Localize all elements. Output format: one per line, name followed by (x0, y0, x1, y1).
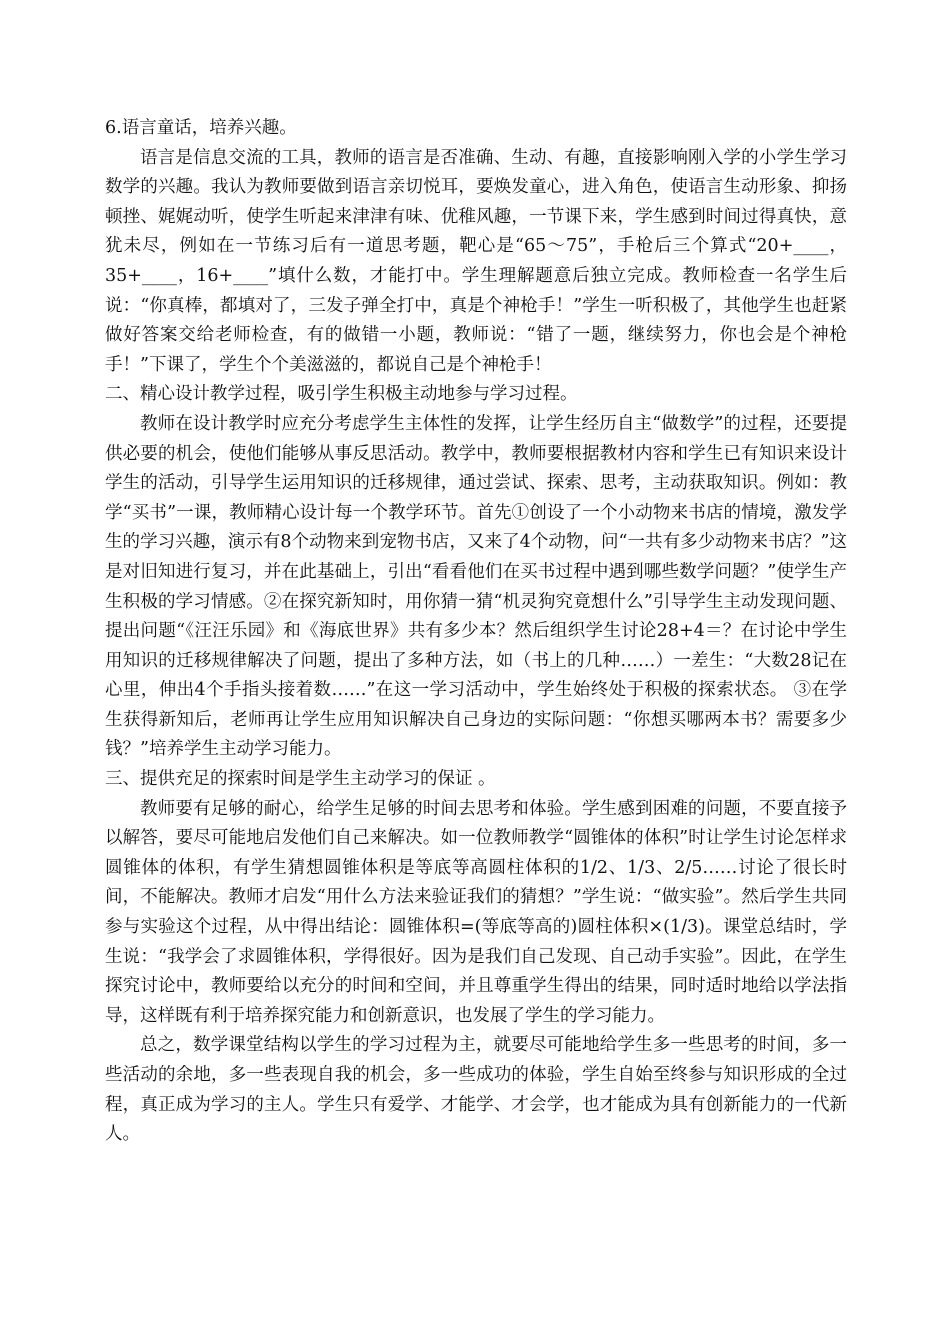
section-heading-3: 三、提供充足的探索时间是学生主动学习的保证 。 (105, 769, 496, 790)
paragraph-conclusion: 总之，数学课堂结构以学生的学习过程为主，就要尽可能地给学生多一些思考的时间，多一些活动的余地，多一些表现自我的机会，多一些成功的体验，学生自始至终参与知识形成的全过程，真正成为学习的主人。学生只有爱学、才能学、才会学，也才能成为具有创新能力的一代新人。 (105, 1035, 847, 1145)
paragraph-language: 语言是信息交流的工具，教师的语言是否准确、生动、有趣，直接影响刚入学的小学生学习数学的兴趣。我认为教师要做到语言亲切悦耳，要焕发童心，进入角色，使语言生动形象、抑扬顿挫、娓娓动听，使学生听起来津津有味、优稚风趣，一节课下来，学生感到时间过得真快，意犹未尽，例如在一节练习后有一道思考题，靶心是“65～75”，手枪后三个算式“20+____，35+____，16+____”填什么数，才能打中。学生理解题意后独立完成。教师检查一名学生后说：“你真棒，都填对了，三发子弹全打中，真是个神枪手！”学生一听积极了，其他学生也赶紧做好答案交给老师检查，有的做错一小题，教师说：“错了一题，继续努力，你也会是个神枪手！”下课了，学生个个美滋滋的，都说自己是个神枪手！ (105, 147, 847, 375)
section-heading-6: 6.语言童话，培养兴趣。 (105, 118, 297, 138)
document-body (105, 114, 847, 1150)
paragraph-exploration-time: 教师要有足够的耐心，给学生足够的时间去思考和体验。学生感到困难的问题，不要直接予以解答，要尽可能地启发他们自己来解决。如一位教师教学“圆锥体的体积”时让学生讨论怎样求圆锥体的体积，有学生猜想圆锥体积是等底等高圆柱体积的1/2、1/3、2/5……讨论了很长时间，不能解决。教师才启发“用什么方法来验证我们的猜想？”学生说：“做实验”。然后学生共同参与实验这个过程，从中得出结论：圆锥体积=(等底等高的)圆柱体积×(1/3)。课堂总结时，学生说：“我学会了求圆锥体积，学得很好。因为是我们自己发现、自己动手实验”。因此，在学生探究讨论中，教师要给以充分的时间和空间，并且尊重学生得出的结果，同时适时地给以学法指导，这样既有利于培养探究能力和创新意识，也发展了学生的学习能力。 (105, 798, 847, 1026)
paragraph-teaching-design: 教师在设计教学时应充分考虑学生主体性的发挥，让学生经历自主“做数学”的过程，还要提供必要的机会，使他们能够从事反思活动。教学中，教师要根据教材内容和学生已有知识来设计学生的活动，引导学生运用知识的迁移规律，通过尝试、探索、思考，主动获取知识。例如：教学“买书”一课，教师精心设计每一个教学环节。首先①创设了一个小动物来书店的情境，激发学生的学习兴趣，演示有8个动物来到宠物书店，又来了4个动物，问“一共有多少动物来书店？”这是对旧知进行复习，并在此基础上，引出“看看他们在买书过程中遇到哪些数学问题？”使学生产生积极的学习情感。②在探究新知时，用你猜一猜“机灵狗究竟想什么”引导学生主动发现问题、提出问题“《汪汪乐园》和《海底世界》共有多少本？然后组织学生讨论28+4＝？在讨论中学生用知识的迁移规律解决了问题，提出了多种方法，如（书上的几种……）一差生：“大数28记在心里，伸出4个手指头接着数……”在这一学习活动中，学生始终处于积极的探索状态。 ③在学生获得新知后，老师再让学生应用知识解决自己身边的实际问题：“你想买哪两本书？需要多少钱？”培养学生主动学习能力。 (105, 413, 847, 760)
section-heading-2: 二、精心设计教学过程，吸引学生积极主动地参与学习过程。 (105, 384, 578, 405)
